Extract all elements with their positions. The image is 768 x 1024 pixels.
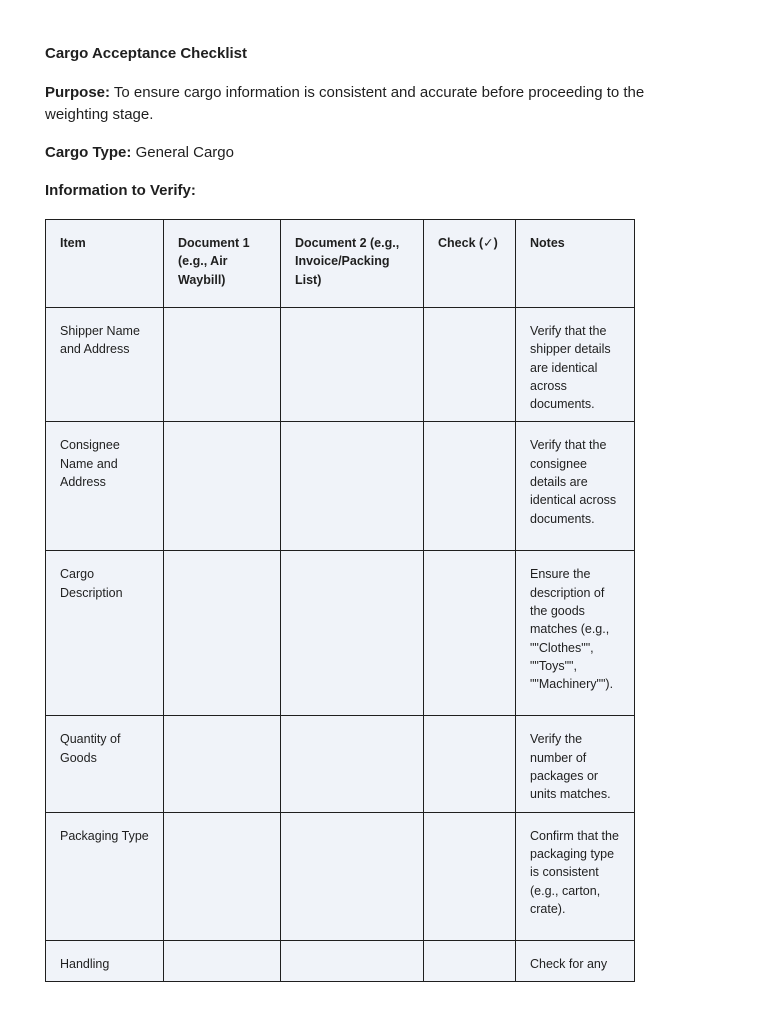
cell-item: Packaging Type	[46, 812, 164, 940]
table-header-row	[46, 220, 635, 308]
cell-item: Shipper Name and Address	[46, 308, 164, 422]
cell-document-1[interactable]	[164, 308, 281, 422]
table-row	[46, 940, 635, 981]
cell-check[interactable]	[424, 551, 516, 716]
cell-notes: Ensure the description of the goods matches (e.g., ""Clothes"", ""Toys"", ""Machinery"").	[516, 551, 635, 716]
cargo-type-paragraph	[45, 142, 234, 164]
cell-document-1[interactable]	[164, 940, 281, 981]
cell-check[interactable]	[424, 716, 516, 812]
header-item: Item	[46, 220, 164, 308]
cell-document-1[interactable]	[164, 422, 281, 551]
verification-table	[45, 219, 635, 982]
cell-document-1[interactable]	[164, 551, 281, 716]
cell-document-2[interactable]	[281, 716, 424, 812]
table-row	[46, 716, 635, 812]
header-document-2: Document 2 (e.g., Invoice/Packing List)	[281, 220, 424, 308]
cell-document-2[interactable]	[281, 308, 424, 422]
cell-notes: Verify that the consignee details are identical across documents.	[516, 422, 635, 551]
purpose-paragraph	[45, 82, 695, 126]
table-row	[46, 308, 635, 422]
header-notes: Notes	[516, 220, 635, 308]
table-row	[46, 422, 635, 551]
cell-check[interactable]	[424, 812, 516, 940]
header-check: Check (✓)	[424, 220, 516, 308]
cell-notes: Verify that the shipper details are identical across documents.	[516, 308, 635, 422]
cell-document-2[interactable]	[281, 812, 424, 940]
cargo-type-label: Cargo Type:	[45, 144, 132, 161]
cell-document-1[interactable]	[164, 716, 281, 812]
cell-item: Handling	[46, 940, 164, 981]
table-row	[46, 551, 635, 716]
cell-item: Consignee Name and Address	[46, 422, 164, 551]
cell-document-2[interactable]	[281, 422, 424, 551]
table-row	[46, 812, 635, 940]
cell-notes: Check for any	[516, 940, 635, 981]
cell-item: Quantity of Goods	[46, 716, 164, 812]
information-heading: Information to Verify:	[45, 182, 196, 199]
cell-notes: Verify the number of packages or units matches.	[516, 716, 635, 812]
cell-check[interactable]	[424, 308, 516, 422]
document-title: Cargo Acceptance Checklist	[45, 45, 248, 62]
cargo-type-value: General Cargo	[131, 144, 234, 161]
purpose-label: Purpose:	[45, 84, 111, 101]
cell-document-2[interactable]	[281, 551, 424, 716]
cell-document-2[interactable]	[281, 940, 424, 981]
cell-check[interactable]	[424, 422, 516, 551]
header-document-1: Document 1 (e.g., Air Waybill)	[164, 220, 281, 308]
cell-document-1[interactable]	[164, 812, 281, 940]
purpose-text: To ensure cargo information is consistent and accurate before proceeding to the weighting stage.	[45, 84, 645, 123]
cell-item: Cargo Description	[46, 551, 164, 716]
cell-notes: Confirm that the packaging type is consistent (e.g., carton, crate).	[516, 812, 635, 940]
cell-check[interactable]	[424, 940, 516, 981]
